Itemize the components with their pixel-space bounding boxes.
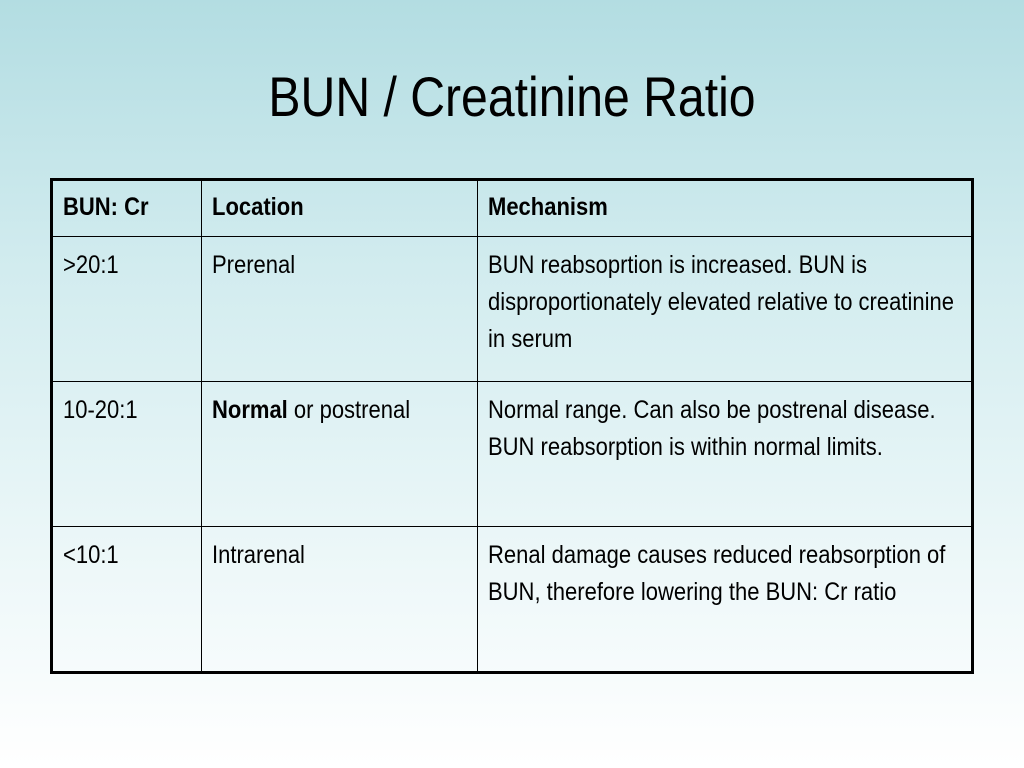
cell-location: Prerenal [202,237,478,382]
cell-location: Normal or postrenal [202,382,478,527]
header-mechanism: Mechanism [478,180,973,237]
location-bold-label: Normal [212,396,289,424]
cell-mechanism: Renal damage causes reduced reabsorption of BUN, therefore lowering the BUN: Cr ratio [478,527,973,673]
cell-location: Intrarenal [202,527,478,673]
slide-title: BUN / Creatinine Ratio [268,65,756,128]
cell-ratio: >20:1 [52,237,202,382]
table-row [52,237,973,382]
cell-ratio: 10-20:1 [52,382,202,527]
cell-mechanism: Normal range. Can also be postrenal disease. BUN reabsorption is within normal limits. [478,382,973,527]
table-row [52,382,973,527]
header-location: Location [202,180,478,237]
cell-mechanism: BUN reabsoprtion is increased. BUN is disproportionately elevated relative to creatinine in serum [478,237,973,382]
header-ratio: BUN: Cr [52,180,202,237]
bun-creatinine-table [50,178,974,674]
table-header-row [52,180,973,237]
table-row [52,527,973,673]
cell-ratio: <10:1 [52,527,202,673]
